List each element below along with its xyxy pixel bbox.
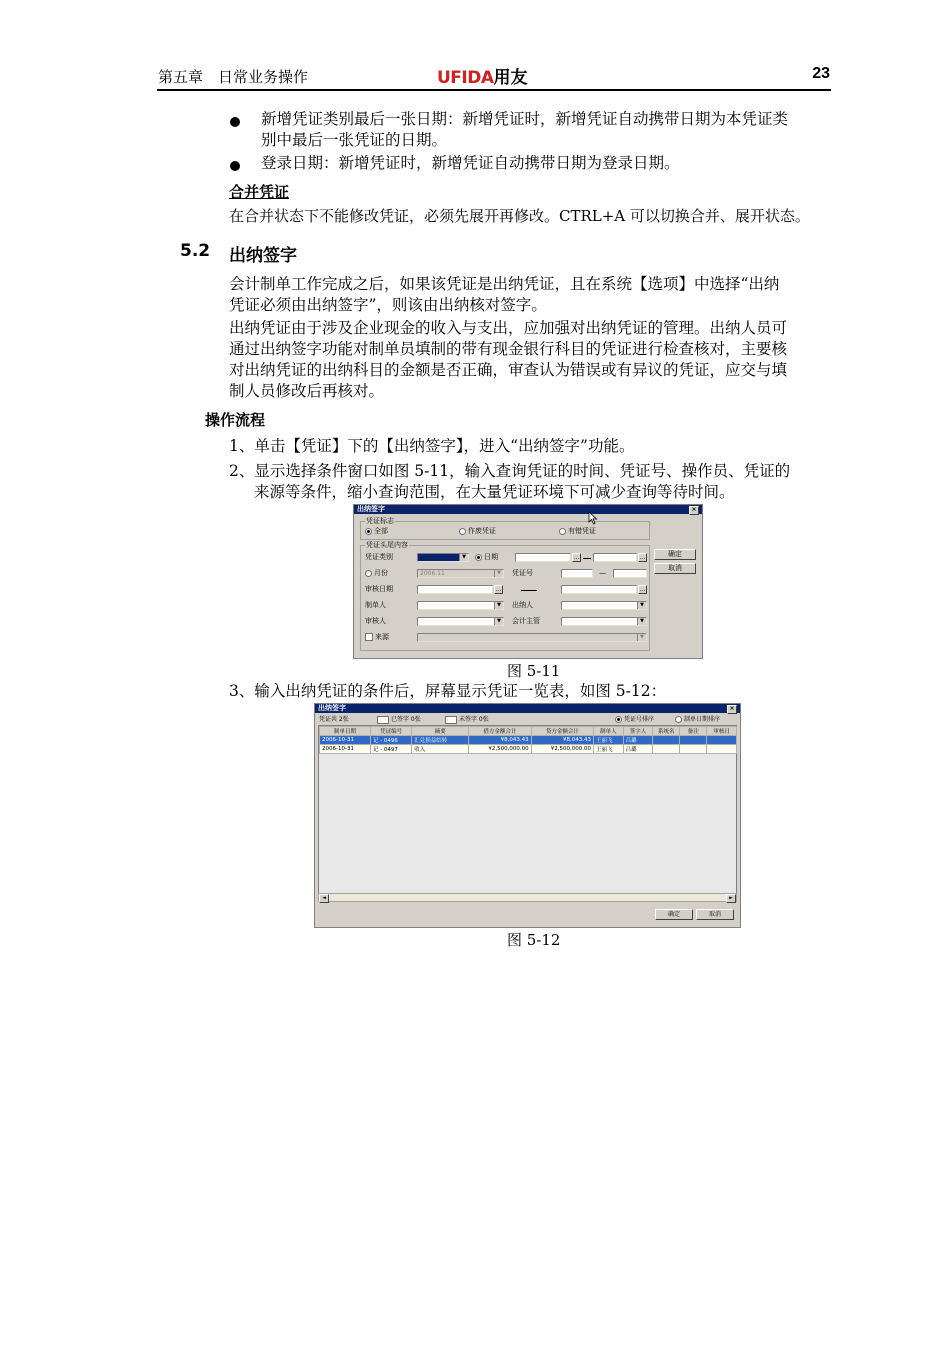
bullet2-text: 登录日期：新增凭证时，新增凭证自动携带日期为登录日期。 (261, 154, 680, 172)
checkbox-icon (445, 716, 457, 724)
figure-5-11-caption: 图 5-11 (507, 662, 561, 680)
label-supervisor: 会计主管 (512, 617, 540, 625)
checkbox-label: 来源 (375, 633, 389, 641)
month-select[interactable] (417, 569, 504, 578)
paragraph2-line4: 制人员修改后再核对。 (229, 382, 385, 400)
radio-label: 全部 (374, 527, 388, 535)
cashier-select[interactable] (561, 601, 647, 610)
dialog-titlebar (354, 505, 702, 514)
page-number: 23 (812, 65, 830, 82)
cell-signer: 吕璐 (623, 745, 653, 754)
radio-void[interactable] (459, 527, 496, 536)
column-header[interactable]: 凭证编号 (370, 727, 411, 736)
radio-label: 有错凭证 (568, 527, 596, 535)
cashier-sign-filter-dialog (353, 504, 703, 659)
label-voucher-type: 凭证类别 (365, 553, 393, 561)
chevron-down-icon[interactable]: ▼ (459, 554, 468, 561)
logo-brand: UFIDA (437, 68, 494, 88)
group-title: 凭证标志 (366, 517, 394, 525)
calendar-icon[interactable]: … (639, 554, 646, 561)
paragraph1-line2: 凭证必须由出纳签字”，则该由出纳核对签字。 (229, 296, 547, 314)
cancel-button[interactable]: 取消 (654, 563, 696, 574)
column-header[interactable]: 制单日期 (320, 727, 371, 736)
radio-label: 制单日期排序 (684, 716, 721, 723)
cell-audit-date (707, 745, 737, 754)
column-header[interactable]: 贷方金额合计 (531, 727, 593, 736)
calendar-icon[interactable]: … (495, 586, 502, 593)
radio-icon (475, 554, 482, 561)
cell-system (653, 736, 680, 745)
dialog-title: 出纳签字 (357, 505, 385, 513)
step1: 1、单击【凭证】下的【出纳签字】，进入“出纳签字”功能。 (229, 437, 635, 455)
radio-label: 作废凭证 (468, 527, 496, 535)
checkbox-icon (365, 633, 373, 641)
column-header[interactable]: 签字人 (623, 727, 653, 736)
range-dash-text: — (599, 569, 606, 577)
cell-maker: 王丽飞 (594, 736, 624, 745)
checkbox-label: 已签字 0张 (391, 716, 421, 723)
table-row[interactable] (320, 745, 737, 754)
radio-icon (365, 528, 372, 535)
ok-button[interactable]: 确定 (655, 909, 693, 920)
radio-icon (365, 570, 372, 577)
bullet-dot (230, 156, 242, 168)
cell-voucher-no: 记 - 0497 (370, 745, 411, 754)
radio-label: 日期 (484, 553, 498, 561)
cell-summary: 收入 (412, 745, 469, 754)
cell-debit: ¥8,043.43 (469, 736, 531, 745)
step3: 3、输入出纳凭证的条件后，屏幕显示凭证一览表，如图 5-12： (229, 682, 667, 700)
radio-icon (675, 716, 682, 723)
bullet-dot (230, 112, 242, 124)
table-row[interactable] (320, 736, 737, 745)
horizontal-scrollbar[interactable] (318, 893, 737, 902)
cell-credit: ¥2,500,000.00 (531, 745, 593, 754)
paragraph1-line1: 会计制单工作完成之后，如果该凭证是出纳凭证，且在系统【选项】中选择“出纳 (229, 275, 780, 293)
cell-system (653, 745, 680, 754)
checkbox-label: 未签字 0张 (459, 716, 489, 723)
table-header-row (320, 727, 737, 736)
scroll-left-icon[interactable]: ◄ (319, 894, 329, 903)
figure-5-12-caption: 图 5-12 (507, 931, 561, 949)
label-maker: 制单人 (365, 601, 386, 609)
label-audit-date: 审核日期 (365, 585, 393, 593)
cell-debit: ¥2,500,000.00 (469, 745, 531, 754)
date-from-field[interactable] (515, 553, 571, 562)
cashier-sign-list-window (314, 703, 741, 928)
column-header[interactable]: 备注 (680, 727, 707, 736)
cell-date: 2006-10-31 (320, 745, 371, 754)
checkbox-icon (377, 716, 389, 724)
chevron-down-icon[interactable]: ▼ (494, 570, 503, 577)
merge-title: 合并凭证 (229, 183, 290, 201)
month-value: 2006.11 (420, 570, 445, 577)
radio-icon (559, 528, 566, 535)
radio-date[interactable] (475, 553, 498, 562)
cell-remark (680, 745, 707, 754)
section-number: 5.2 (180, 241, 211, 261)
radio-error[interactable] (559, 527, 596, 536)
cell-date: 2006-10-31 (320, 736, 371, 745)
cancel-button[interactable]: 取消 (696, 909, 734, 920)
paragraph2-line1: 出纳凭证由于涉及企业现金的收入与支出，应加强对出纳凭证的管理。出纳人员可 (229, 319, 788, 337)
flow-title: 操作流程 (205, 411, 266, 429)
step2-line2: 来源等条件，缩小查询范围，在大量凭证环境下可减少查询等待时间。 (254, 483, 735, 501)
step2-line1: 2、显示选择条件窗口如图 5-11，输入查询凭证的时间、凭证号、操作员、凭证的 (229, 462, 791, 480)
signed-filter[interactable] (377, 715, 421, 724)
chapter-header: 第五章 日常业务操作 (158, 68, 309, 86)
label-cashier: 出纳人 (512, 601, 533, 609)
ok-button[interactable]: 确定 (654, 549, 696, 560)
voucher-no-to[interactable] (613, 569, 647, 578)
date-to-field[interactable] (593, 553, 637, 562)
cell-signer: 吕璐 (623, 736, 653, 745)
radio-month[interactable] (365, 569, 388, 578)
chevron-down-icon[interactable]: ▼ (494, 618, 503, 625)
unsigned-filter[interactable] (445, 715, 489, 724)
close-icon[interactable]: × (689, 506, 699, 515)
close-icon[interactable]: × (727, 705, 737, 714)
calendar-icon[interactable]: … (639, 586, 646, 593)
merge-text: 在合并状态下不能修改凭证，必须先展开再修改。CTRL+A 可以切换合并、展开状态。 (229, 207, 810, 225)
source-select[interactable] (417, 633, 647, 642)
cell-maker: 王丽飞 (594, 745, 624, 754)
maker-select[interactable] (417, 601, 504, 610)
window-titlebar (315, 704, 740, 713)
radio-label: 凭证号排序 (624, 716, 655, 723)
radio-icon (615, 716, 622, 723)
bullet1-line2: 别中最后一张凭证的日期。 (261, 131, 448, 149)
cell-credit: ¥8,043.43 (531, 736, 593, 745)
header-rule (157, 89, 831, 91)
group-title: 凭证头尾内容 (366, 541, 408, 549)
chevron-down-icon[interactable]: ▼ (637, 602, 646, 609)
paragraph2-line2: 通过出纳签字功能对制单员填制的带有现金银行科目的凭证进行检查核对，主要核 (229, 340, 788, 358)
voucher-type-select[interactable] (417, 553, 469, 562)
column-header[interactable]: 制单人 (594, 727, 624, 736)
bullet1-line1: 新增凭证类别最后一张日期：新增凭证时，新增凭证自动携带日期为本凭证类 (261, 110, 789, 128)
cell-audit-date (707, 736, 737, 745)
radio-icon (459, 528, 466, 535)
chevron-down-icon[interactable]: ▼ (637, 618, 646, 625)
voucher-no-from[interactable] (561, 569, 593, 578)
label-voucher-no: 凭证号 (512, 569, 533, 577)
sort-by-date[interactable] (675, 715, 720, 724)
cell-remark (680, 736, 707, 745)
mouse-cursor-icon (588, 511, 598, 525)
range-dash (583, 558, 591, 559)
supervisor-select[interactable] (561, 617, 647, 626)
scroll-right-icon[interactable]: ► (726, 894, 736, 903)
cell-voucher-no: 记 - 0496 (370, 736, 411, 745)
radio-label: 月份 (374, 569, 388, 577)
column-header[interactable]: 系统名 (653, 727, 680, 736)
column-header[interactable]: 审核日 (707, 727, 737, 736)
voucher-table (319, 726, 737, 754)
voucher-total: 凭证共 2张 (319, 716, 349, 723)
source-checkbox[interactable] (365, 633, 389, 642)
chevron-down-icon[interactable]: ▼ (494, 602, 503, 609)
audit-date-from[interactable] (417, 585, 493, 594)
logo-cn: 用友 (493, 68, 528, 88)
auditor-select[interactable] (417, 617, 504, 626)
cell-summary: 汇兑损益结转 (412, 736, 469, 745)
voucher-header-group (360, 541, 650, 651)
chevron-down-icon[interactable]: ▼ (637, 634, 646, 641)
section-title: 出纳签字 (229, 246, 297, 266)
radio-all[interactable] (365, 527, 388, 536)
audit-date-to[interactable] (561, 585, 637, 594)
column-header[interactable]: 摘要 (412, 727, 469, 736)
ufida-logo (437, 63, 528, 88)
paragraph2-line3: 对出纳凭证的出纳科目的金额是否正确，审查认为错误或有异议的凭证，应交与填 (229, 361, 788, 379)
calendar-icon[interactable]: … (573, 554, 580, 561)
sort-by-number[interactable] (615, 715, 654, 724)
window-title: 出纳签字 (318, 704, 346, 712)
label-auditor: 审核人 (365, 617, 386, 625)
range-dash (521, 590, 537, 591)
column-header[interactable]: 借方金额合计 (469, 727, 531, 736)
voucher-flag-group (360, 517, 650, 540)
